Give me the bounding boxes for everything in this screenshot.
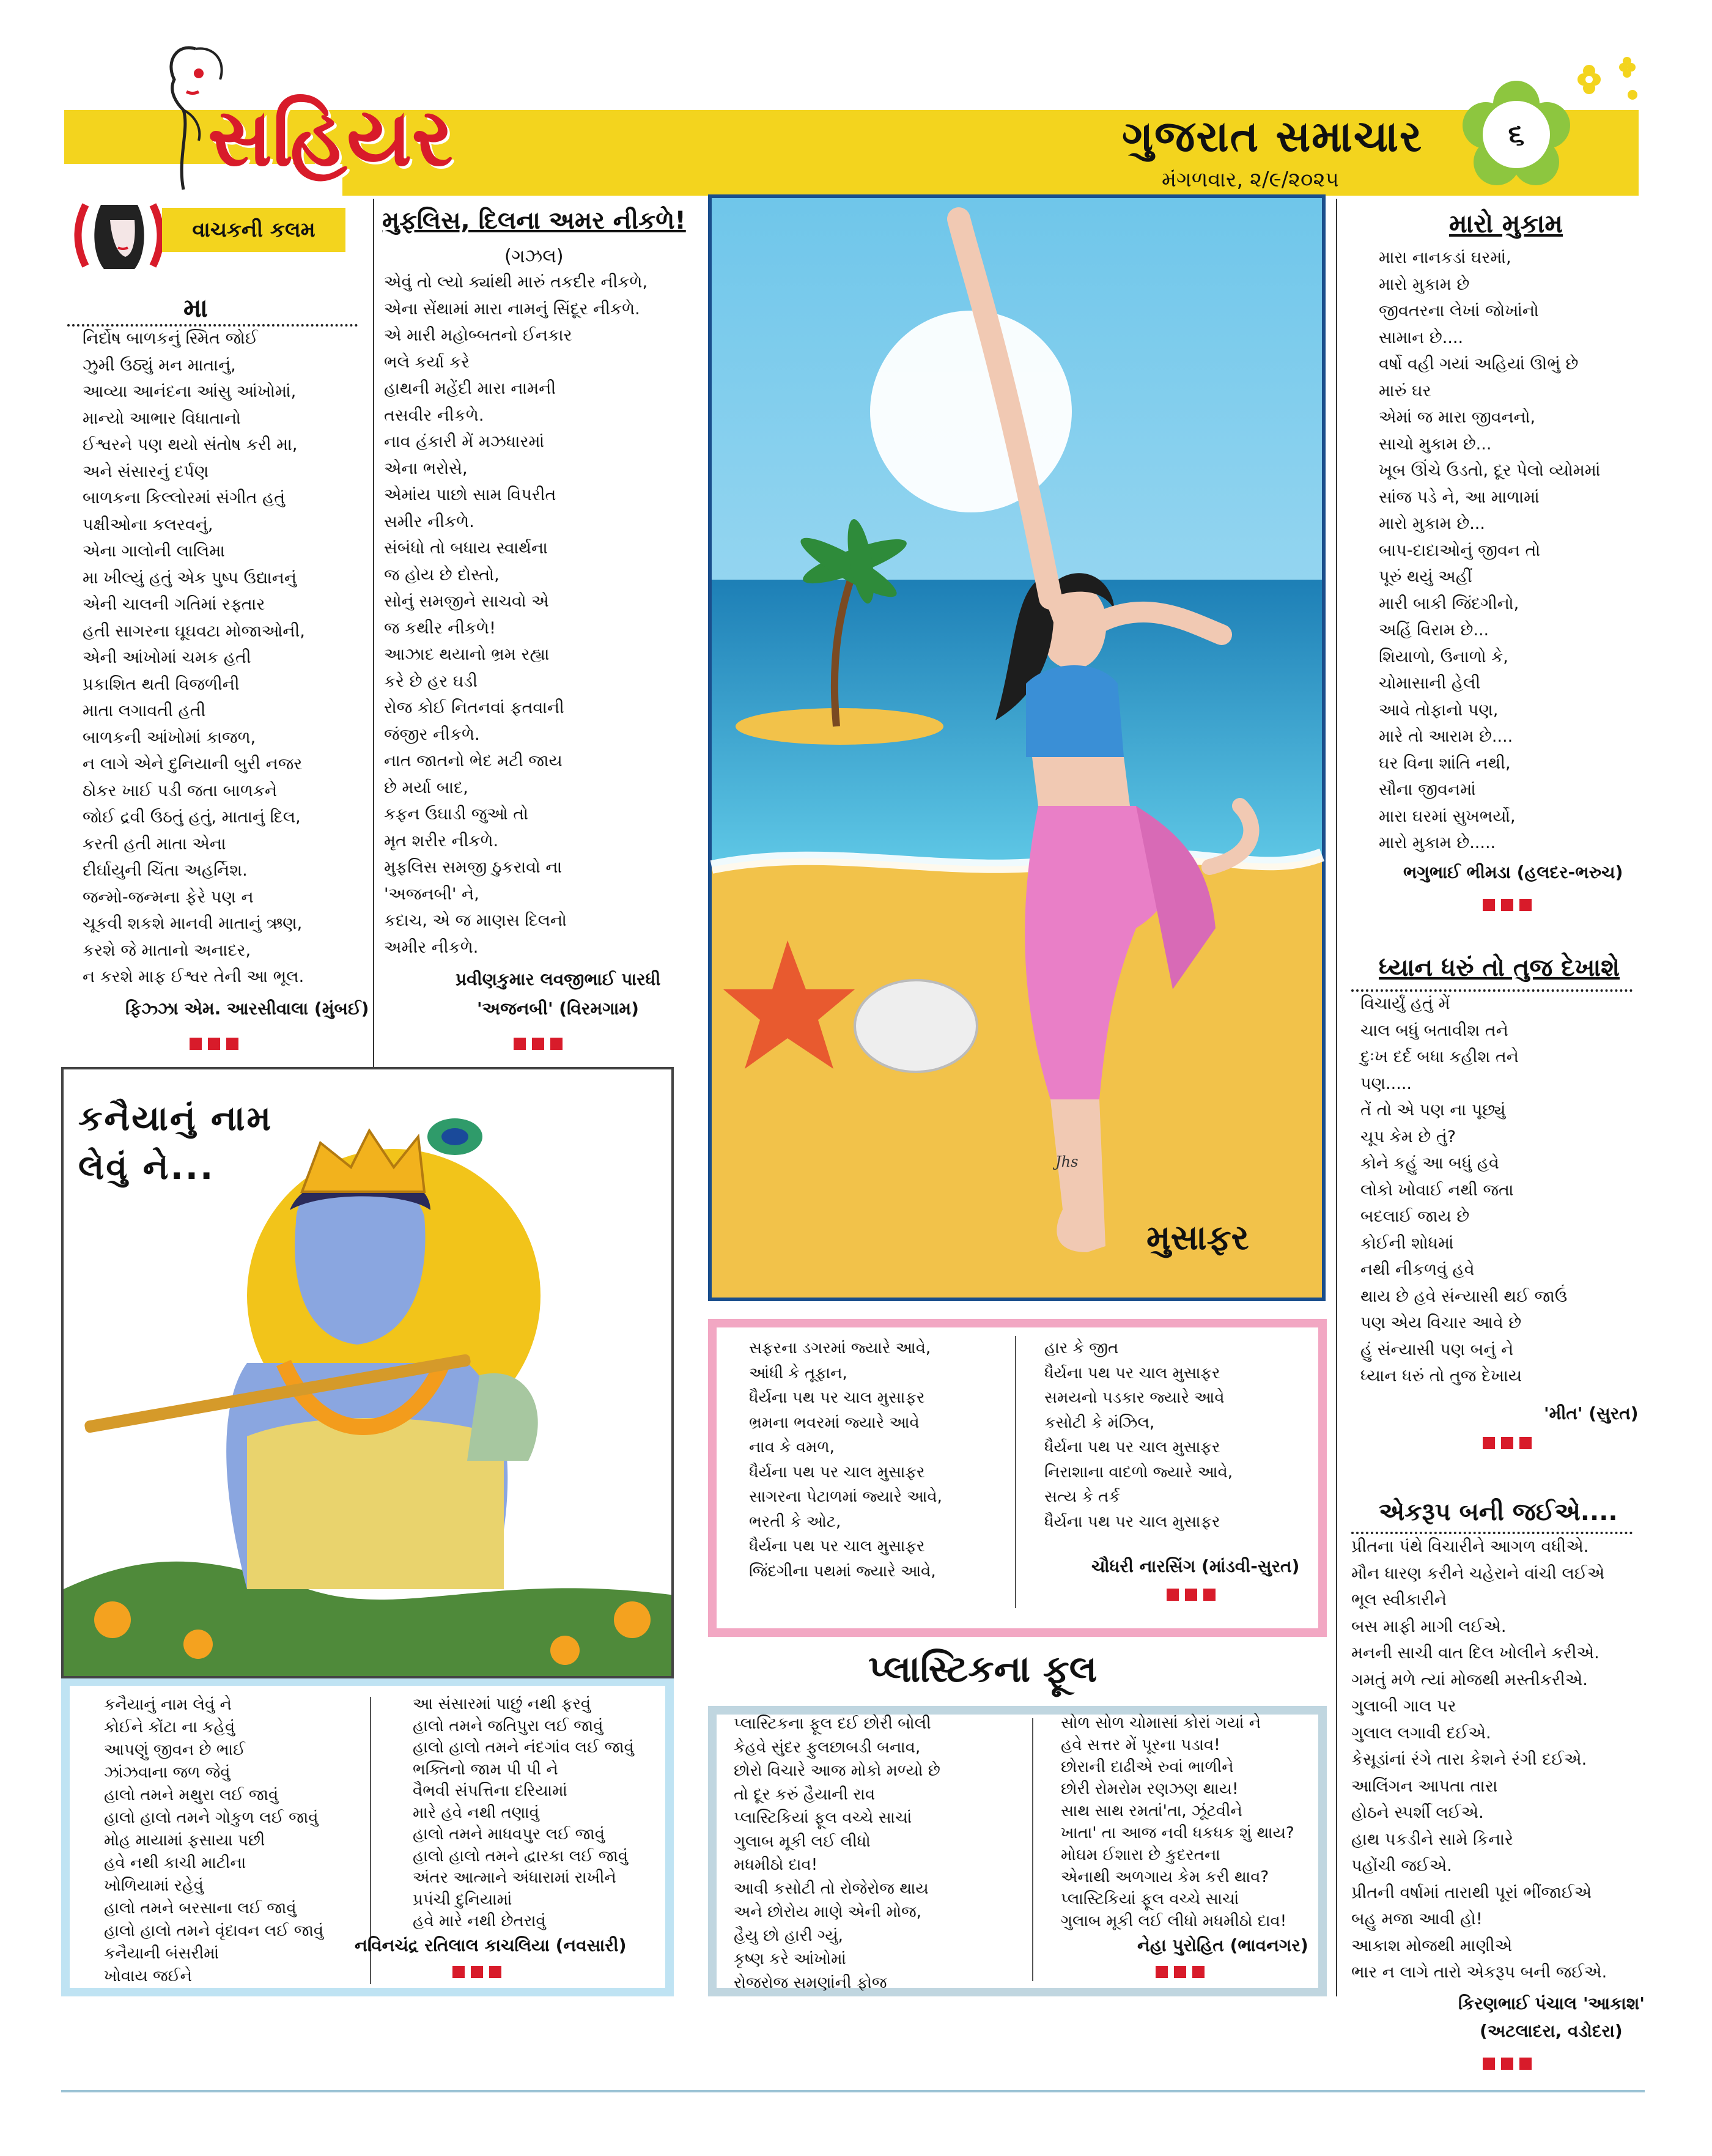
poem-line: ધૈર્યના પથ પર ચાલ મુસાફર (749, 1389, 925, 1407)
poem-muflis-author-pen-name: 'અજનબી' (વિરમગામ) (477, 999, 639, 1019)
poem-line: હૈયુ છો હારી ગ્યું, (734, 1926, 843, 1945)
poem-line: સામાન છે.... (1379, 328, 1464, 347)
poem-line: આકાશ મોજથી માણીએ (1351, 1936, 1513, 1955)
poem-line: નાવ હંકારી મેં મઝધારમાં (384, 432, 545, 451)
poem-line: ભરતી કે ઓટ, (749, 1512, 841, 1531)
poem-line: અમીર નીકળે. (384, 937, 479, 957)
poem-line: સત્ય કે તર્ક (1044, 1488, 1120, 1506)
poem-line: સાગરના પેટાળમાં જ્યારે આવે, (749, 1488, 942, 1506)
poem-line: મનની સાચી વાત દિલ ખોલીને કરીએ. (1351, 1644, 1599, 1663)
poem-line: હાલો હાલો તમને વૃંદાવન લઈ જાવું (104, 1922, 324, 1940)
poem-line: મારી બાકી જિંદગીનો, (1379, 594, 1519, 613)
poem-line: પક્ષીઓના કલરવનું, (83, 515, 213, 534)
poem-line: બાળકની આંખોમાં કાજળ, (83, 728, 256, 747)
poem-line: હાલો હાલો તમને દ્વારકા લઈ જાવું (413, 1847, 629, 1866)
poem-line: રોજ કોઈ નિતનવાં ફતવાની (384, 698, 564, 717)
poem-line: આલિંગન આપતા તારા (1351, 1776, 1498, 1796)
poem-line: રોજરોજ સમણાંની ફોજ (734, 1973, 887, 1992)
poem-line: વર્ષો વહી ગયાં અહિયાં ઊભું છે (1379, 355, 1579, 374)
poem-line: આપણું જીવન છે ભાઈ (104, 1741, 246, 1759)
poem-line: જન્મો-જન્મના ફેરે પણ ન (83, 887, 254, 907)
poem-line: મારે તો આરામ છે.... (1379, 727, 1513, 746)
poem-line: ઝુમી ઉઠ્યું મન માતાનું, (83, 355, 236, 375)
poem-line: મારો મુકામ છે..... (1379, 833, 1496, 852)
poem-muflis-title: મુફલિસ, દિલના અમર નીકળે! (382, 207, 686, 235)
plastic-end-mark (1156, 1966, 1205, 1978)
poem-line: નથી નીકળવું હવે (1360, 1260, 1475, 1279)
plastic-heading: પ્લાસ્ટિકના ફૂલ (868, 1648, 1098, 1691)
issue-date: મંગળવાર, ૨/૯/૨૦૨૫ (1162, 168, 1339, 192)
poem-line: એનાથી અળગાય કેમ કરી થાવ? (1061, 1868, 1269, 1886)
poem-line: હું સંન્યાસી પણ બનું ને (1360, 1340, 1514, 1359)
poem-line: આંધી કે તૂફાન, (749, 1364, 847, 1383)
poem-line: ઠોકર ખાઈ પડી જતા બાળકને (83, 781, 278, 800)
poem-line: આવે તોફાનો પણ, (1379, 700, 1499, 720)
poem-line: હાથ પકડીને સામે કિનારે (1351, 1829, 1513, 1849)
poem-line: હોઠને સ્પર્શી લઈએ. (1351, 1803, 1484, 1822)
poem-line: ન કરશે માફ ઈશ્વર તેની આ ભૂલ. (83, 967, 304, 986)
poem-line: એના ગાલોની લાલિમા (83, 542, 225, 561)
poem-line: પણ એય વિચાર આવે છે (1360, 1313, 1522, 1332)
poem-line: જીવતરના લેખાં જોખાંનો (1379, 301, 1539, 320)
reader-avatar-icon (67, 199, 171, 272)
poem-line: બાળકના કિલ્લોરમાં સંગીત હતું (83, 489, 286, 508)
poem-line: જિંદગીના પથમાં જ્યારે આવે, (749, 1562, 936, 1581)
poem-line: એમાંય પાછો સામ વિપરીત (384, 485, 556, 504)
poem-line: સાંજ પડે ને, આ માળામાં (1379, 487, 1540, 507)
poem-line: દીર્ઘાયુની ચિંતા અહર્નિશ. (83, 861, 248, 880)
poem-line: તેં તો એ પણ ના પૂછ્યું (1360, 1101, 1506, 1120)
poem-line: મધમીઠો દાવ! (734, 1856, 818, 1874)
dhyan-author: 'મીત' (સુરત) (1544, 1403, 1639, 1423)
poem-line: મારે હવે નથી તણાવું (413, 1803, 539, 1822)
poem-line: મા ખીલ્યું હતું એક પુષ્પ ઉદ્યાનનું (83, 568, 297, 588)
poem-ma-end-mark (190, 1038, 238, 1050)
poem-line: ભ્રમના ભવરમાં જ્યારે આવે (749, 1413, 920, 1432)
poem-line: વૈભવી સંપત્તિના દરિયામાં (413, 1782, 567, 1800)
poem-line: લોકો ખોવાઈ નથી જતા (1360, 1180, 1514, 1200)
plastic-poem-right (1061, 1712, 1324, 1932)
column-rule-1 (373, 199, 374, 1095)
poem-line: બાપ-દાદાઓનું જીવન તો (1379, 541, 1541, 560)
poem-line: સોળ સોળ ચોમાસાં કોરાં ગયાં ને (1061, 1714, 1261, 1732)
poem-line: માન્યો આભાર વિધાતાનો (83, 408, 241, 428)
poem-line: એના ભરોસે, (384, 459, 468, 478)
poem-line: ધૈર્યના પથ પર ચાલ મુસાફર (749, 1463, 925, 1482)
poem-line: હાલો હાલો તમને નંદગાંવ લઈ જાવું (413, 1738, 634, 1757)
poem-line: અને સંસારનું દર્પણ (83, 462, 209, 481)
poem-line: પ્રીતના પંથે વિચારીને આગળ વધીએ. (1351, 1537, 1589, 1556)
poem-line: હાર કે જીત (1044, 1339, 1119, 1357)
poem-line: ભાર ન લાગે તારો એકરૂપ બની જઈએ. (1351, 1963, 1607, 1982)
poem-line: મૃત શરીર નીકળે. (384, 831, 499, 851)
poem-line: ખોવાય જઈને (104, 1967, 193, 1985)
poem-line: અને છોરોય માણે એની મોજ, (734, 1903, 922, 1921)
dhyan-end-mark (1483, 1437, 1532, 1449)
poem-line: હાથની મહેંદી મારા નામની (384, 379, 556, 398)
dhyan-body (1360, 991, 1636, 1390)
poem-line: ભૂલ સ્વીકારીને (1351, 1590, 1447, 1609)
poem-line: સમીર નીકળે. (384, 512, 474, 531)
plastic-poem-left (734, 1712, 1027, 1995)
poem-line: છે મર્યા બાદ, (384, 778, 468, 797)
poem-line: એની ચાલની ગતિમાં રફ્તાર (83, 595, 265, 614)
poem-ma-body (83, 325, 370, 991)
maro-mukam-body (1379, 245, 1636, 857)
logo-title: સહિયર (208, 91, 453, 184)
poem-line: કેહવે સુંદર ફુલછાબડી બનાવ, (734, 1738, 921, 1757)
musafar-heading: મુસાફર (1146, 1218, 1249, 1258)
poem-line: મોહ માયામાં ફસાયા પછી (104, 1831, 265, 1850)
poem-line: મૌન ધારણ કરીને ચહેરાને વાંચી લઈએ (1351, 1563, 1605, 1583)
poem-line: હાલો તમને મથુરા લઈ જાવું (104, 1786, 279, 1804)
poem-line: ન લાગે એને દુનિયાની બુરી નજર (83, 755, 303, 773)
kanaiya-author: નવિનચંદ્ર રતિલાલ કાચલિયા (નવસારી) (355, 1935, 627, 1955)
poem-line: પ્રીતની વર્ષામાં તારાથી પૂરાં ભીંજાઈએ (1351, 1883, 1592, 1902)
poem-line: ઘર વિના શાંતિ નથી, (1379, 753, 1511, 773)
column-rule-2 (1336, 199, 1337, 1996)
poem-muflis-author: પ્રવીણકુમાર લવજીભાઈ પારધી (456, 969, 661, 989)
poem-line: બહુ મજા આવી હો! (1351, 1910, 1483, 1929)
musafar-author: ચૌધરી નારસિંગ (માંડવી-સુરત) (1091, 1556, 1300, 1576)
poem-line: તો દૂર કરું હૈયાની રાવ (734, 1785, 876, 1804)
poem-line: પ્રકાશિત થતી વિજળીની (83, 674, 240, 694)
plastic-poem-divider (1032, 1718, 1033, 1981)
dhyan-title: ધ્યાન ધરું તો તુજ દેખાશે (1379, 954, 1620, 982)
poem-line: સંબંધો તો બધાય સ્વાર્થના (384, 539, 548, 558)
poem-line: જ કથીર નીકળે! (384, 618, 496, 638)
poem-line: હાલો હાલો તમને ગોકુળ લઈ જાવું (104, 1809, 319, 1827)
poem-line: હવે સત્તર મેં પૂરના પડાવ! (1061, 1736, 1220, 1754)
poem-line: હાલો તમને બરસાના લઈ જાવું (104, 1899, 297, 1918)
musafar-poem-divider (1015, 1336, 1016, 1608)
ekroop-body (1351, 1534, 1639, 1986)
poem-line: દુઃખ દર્દ બધા કહીશ તને (1360, 1047, 1519, 1066)
poem-line: એ મારી મહોબ્બતનો ઈનકાર (384, 326, 572, 345)
poem-line: તસવીર નીકળે. (384, 405, 484, 425)
poem-line: નાત જાતનો ભેદ મટી જાય (384, 751, 563, 770)
poem-line: છોરો વિચારે આજ મોકો મળ્યો છે (734, 1762, 940, 1780)
poem-line: મારું ઘર (1379, 381, 1431, 401)
poem-line: 'અજનબી' ને, (384, 884, 479, 904)
plastic-author: નેહા પુરોહિત (ભાવનગર) (1137, 1935, 1308, 1955)
poem-line: પ્લાસ્ટિકિયાં ફૂલ વચ્ચે સાચાં (734, 1809, 912, 1827)
poem-line: છોરી રોમરોમ રણઝણ થાય! (1061, 1780, 1239, 1798)
poem-line: કોઈની શોધમાં (1360, 1233, 1454, 1253)
ekroop-end-mark (1483, 2058, 1532, 2070)
poem-line: હાલો તમને માધવપુર લઈ જાવું (413, 1825, 605, 1844)
poem-muflis-body (384, 269, 702, 961)
poem-line: મારા ઘરમાં સુખભર્યો, (1379, 807, 1516, 826)
poem-line: હવે નથી કાચી માટીના (104, 1854, 246, 1872)
poem-line: માતા લગાવતી હતી (83, 701, 206, 720)
poem-line: સોનું સમજીને સાચવો એ (384, 592, 549, 611)
poem-line: કદાચ, એ જ માણસ દિલનો (384, 911, 567, 930)
poem-line: ધૈર્યના પથ પર ચાલ મુસાફર (1044, 1438, 1220, 1456)
ekroop-author-place: (અટલાદરા, વડોદરા) (1480, 2021, 1623, 2041)
poem-line: સાચો મુકામ છે... (1379, 434, 1492, 454)
poem-line: ધ્યાન ધરું તો તુજ દેખાય (1360, 1367, 1522, 1386)
poem-line: મુફલિસ સમજી ઠુકરાવો ના (384, 858, 563, 877)
poem-line: શિયાળો, ઉનાળો કે, (1379, 647, 1508, 666)
musafar-end-mark (1167, 1589, 1216, 1601)
poem-line: પહોંચી જઈએ. (1351, 1856, 1452, 1875)
poem-line: કોઈને કોંટા ના કહેવું (104, 1718, 235, 1737)
poem-line: ધૈર્યના પથ પર ચાલ મુસાફર (1044, 1364, 1220, 1383)
poem-line: ચાલ બધું બતાવીશ તને (1360, 1021, 1508, 1040)
poem-line: એની આંખોમાં ચમક હતી (83, 648, 251, 667)
musafar-poem-right (1044, 1336, 1313, 1534)
newspaper-name: ગુજરાત સમાચાર (1122, 111, 1423, 161)
poem-line: સાથ સાથ રમતાં'તા, ઝૂંટવીને (1061, 1802, 1242, 1820)
poem-line: અંતર આત્માને અંધારામાં રાખીને (413, 1869, 616, 1887)
poem-line: ભક્તિનો જામ પી પી ને (413, 1760, 558, 1779)
bottom-rule (61, 2090, 1645, 2092)
kanaiya-end-mark (452, 1966, 501, 1978)
poem-line: આઝાદ થયાનો ભ્રમ રહ્યા (384, 645, 550, 664)
poem-line: કૃષ્ણ કરે આંખોમાં (734, 1950, 846, 1968)
poem-line: એના સેંથામાં મારા નામનું સિંદૂર નીકળે. (384, 299, 640, 319)
poem-line: મારા નાનકડાં ઘરમાં, (1379, 248, 1511, 267)
section-badge-label: વાચકની કલમ (192, 218, 315, 242)
poem-line: આવ્યા આનંદના આંસુ આંખોમાં, (83, 382, 297, 401)
poem-line: ગુલાલ લગાવી દઈએ. (1351, 1723, 1491, 1743)
poem-line: એમાં જ મારા જીવનનો, (1379, 408, 1536, 427)
page-number: ૬ (1508, 117, 1525, 152)
poem-line: કસોટી કે મંઝિલ, (1044, 1413, 1155, 1432)
poem-line: ગુલાબ મૂકી લઈ લીધો મધમીઠો દાવ! (1061, 1912, 1287, 1930)
poem-line: ચૂપ કેમ છે તું? (1360, 1127, 1456, 1146)
poem-line: ભલે કર્યા કરે (384, 352, 470, 372)
poem-line: પૂરું થયું અહીં (1379, 567, 1472, 586)
poem-line: એવું તો લ્યો ક્યાંથી મારું તકદીર નીકળે, (384, 273, 648, 292)
poem-line: ચોમાસાની હેલી (1379, 674, 1481, 693)
poem-line: કનૈયાની બંસરીમાં (104, 1944, 220, 1963)
poem-line: નાવ કે વમળ, (749, 1438, 835, 1456)
poem-line: મારો મુકામ છે... (1379, 514, 1485, 533)
poem-line: જંજીર નીકળે. (384, 725, 480, 744)
poem-line: સફરના ડગરમાં જ્યારે આવે, (749, 1339, 931, 1357)
poem-line: ગુલાબી ગાલ પર (1351, 1697, 1456, 1716)
artist-signature: Jhs (1055, 1153, 1079, 1170)
poem-line: અહિં વિરામ છે... (1379, 621, 1489, 640)
poem-line: પ્રપંચી દુનિયામાં (413, 1890, 512, 1909)
poem-line: પણ..... (1360, 1074, 1412, 1093)
ekroop-title: એકરૂપ બની જઈએ.... (1379, 1498, 1618, 1526)
poem-line: ધૈર્યના પથ પર ચાલ મુસાફર (1044, 1512, 1220, 1531)
poem-line: પ્લાસ્ટિકિયાં ફૂલ વચ્ચે સાચાં (1061, 1890, 1239, 1908)
poem-line: કરતી હતી માતા એના (83, 834, 226, 854)
poem-line: સૌના જીવનમાં (1379, 780, 1476, 799)
poem-line: ખોળિયામાં રહેવું (104, 1877, 204, 1895)
poem-ma-title: મા (183, 293, 208, 323)
poem-line: બસ માફી માગી લઈએ. (1351, 1617, 1507, 1636)
small-flowers-icon (1565, 55, 1645, 110)
poem-muflis-subtitle: (ગઝલ) (504, 246, 564, 267)
poem-line: બદલાઈ જાય છે (1360, 1207, 1470, 1226)
poem-line: છોરાની દાઢીએ રુવાં ભાળીને (1061, 1758, 1234, 1776)
maro-mukam-title: મારો મુકામ (1449, 209, 1563, 238)
ekroop-author: કિરણભાઈ પંચાલ 'આકાશ' (1458, 1993, 1645, 2014)
poem-line: કનૈયાનું નામ લેવું ને (104, 1696, 232, 1714)
poem-line: ઝાંઝવાના જળ જેવું (104, 1763, 231, 1782)
kanaiya-poem-right (413, 1694, 670, 1933)
poem-line: ધૈર્યના પથ પર ચાલ મુસાફર (749, 1537, 925, 1556)
poem-muflis-end-mark (514, 1038, 563, 1050)
poem-line: કરશે જે માતાનો અનાદર, (83, 940, 251, 960)
maro-mukam-author: ભગુભાઈ ભીમડા (હલદર-ભરુચ) (1403, 862, 1623, 882)
poem-line: ગમતું મળે ત્યાં મોજથી મસ્તીકરીએ. (1351, 1670, 1588, 1689)
poem-line: જોઈ દ્રવી ઉઠતું હતું, માતાનું દિલ, (83, 808, 301, 827)
poem-line: હતી સાગરના ઘૂઘવટા મોજાઓની, (83, 621, 305, 641)
poem-line: વિચાર્યું હતું મેં (1360, 994, 1450, 1013)
kanaiya-poem-left (104, 1694, 367, 1988)
maro-mukam-end-mark (1483, 899, 1532, 911)
section-badge (162, 208, 345, 252)
poem-line: થાય છે હવે સંન્યાસી થઈ જાઉં (1360, 1287, 1568, 1306)
poem-line: મારો મુકામ છે (1379, 275, 1470, 294)
poem-line: નિર્દોષ બાળકનું સ્મિત જોઈ (83, 329, 258, 348)
poem-line: ખાતા' તા આજ નવી ધકધક શું થાય? (1061, 1824, 1294, 1842)
poem-line: ગુલાબ મૂકી લઈ લીધો (734, 1832, 871, 1851)
poem-line: કફન ઉઘાડી જુઓ તો (384, 805, 528, 824)
poem-line: હવે મારે નથી છેતરાવું (413, 1912, 546, 1930)
poem-line: પ્લાસ્ટિકના ફૂલ દઈ છોરી બોલી (734, 1715, 931, 1733)
poem-line: જ હોય છે દોસ્તો, (384, 565, 500, 585)
poem-line: ચૂકવી શકશે માનવી માતાનું ઋણ, (83, 914, 303, 933)
poem-line: કોને કહું આ બધું હવે (1360, 1154, 1499, 1173)
kanaiya-heading: કનૈયાનું નામ લેવું ને... (78, 1099, 273, 1187)
poem-line: સમયનો પડકાર જ્યારે આવે (1044, 1389, 1225, 1407)
musafar-poem-left (749, 1336, 1012, 1584)
poem-line: કેસૂડાંનાં રંગે તારા કેશને રંગી દઈએ. (1351, 1750, 1587, 1769)
poem-line: હાલો તમને જતિપુરા લઈ જાવું (413, 1716, 603, 1735)
poem-line: આ સંસારમાં પાછું નથી ફરવું (413, 1695, 591, 1713)
header-bottom-band (342, 164, 1639, 196)
poem-line: મોઘમ ઈશારા છે કુદરતના (1061, 1846, 1220, 1864)
poem-ma-author: ફિઝ્ઝા એમ. આરસીવાલા (મુંબઈ) (125, 999, 369, 1019)
poem-line: આવી કસોટી તો રોજેરોજ થાય (734, 1879, 929, 1898)
beach-dancer-illustration (708, 194, 1326, 1301)
poem-line: કરે છે હર ઘડી (384, 671, 478, 691)
poem-line: ખૂબ ઊંચે ઉડતો, દૂર પેલો વ્યોમમાં (1379, 461, 1601, 480)
poem-line: ઈશ્વરને પણ થયો સંતોષ કરી મા, (83, 435, 298, 454)
poem-line: નિરાશાના વાદળો જ્યારે આવે, (1044, 1463, 1233, 1482)
